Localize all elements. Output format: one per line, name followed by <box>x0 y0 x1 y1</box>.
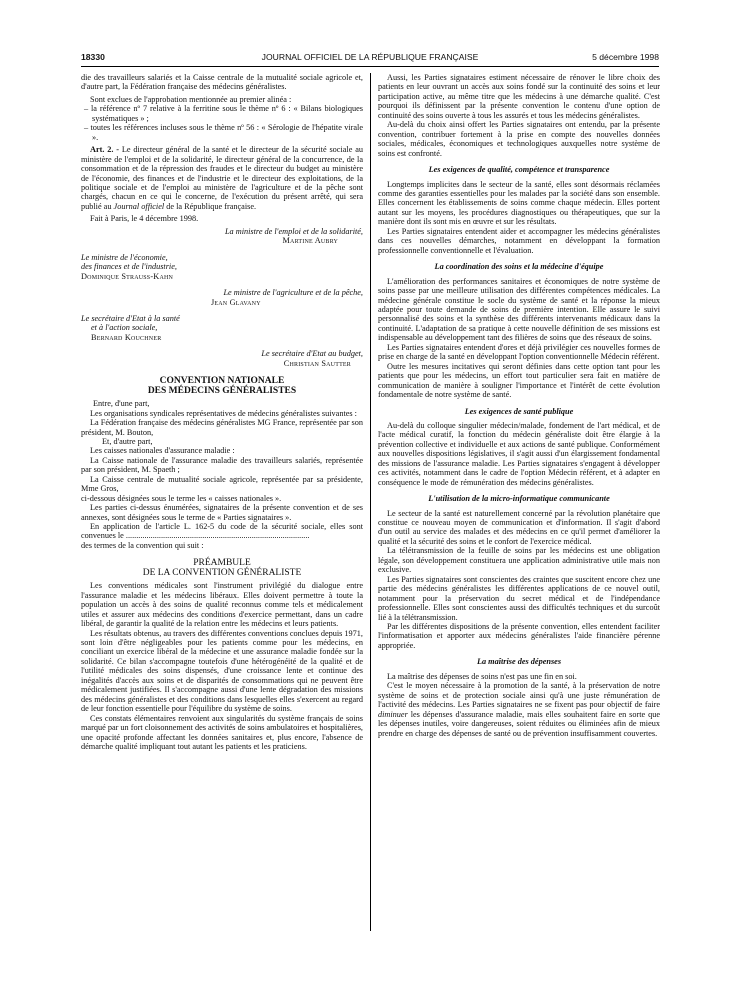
signatory-role: Le ministre de l'économie, <box>81 252 168 262</box>
paragraph: Entre, d'une part, <box>93 399 150 409</box>
paragraph: Les conventions médicales sont l'instrument privilégié du dialogue entre l'assurance maladie et les médecins libéraux. Elles doivent permettre à toute la population un accès à des soins de qualité reconnus comme tels et médicalement utiles et assurer aux médecins des conditions d'exercice permettant, dans un cadre libéral, de garantir la qualité de la relation entre les médecins et leurs patients. <box>81 581 363 629</box>
paragraph: Aussi, les Parties signataires estiment nécessaire de rénover le libre choix des patients en leur ouvrant un accès aux soins fondé sur la continuité des soins et leur participation active, au même titre que les médecins à une démarche qualité. C'est pourquoi ils définissent par la présente convention le contenu d'une option de continuité des soins ouverte à tous les assurés et tous les médecins généralistes. <box>378 73 660 120</box>
signatory-role: Le secrétaire d'Etat au budget, <box>261 349 363 359</box>
paragraph: Longtemps implicites dans le secteur de la santé, elles sont désormais réclamées comme des garanties essentielles pour les malades par la société dans son ensemble. Elles concernent les établissements de soins comme chaque médecin. Elles portent autant sur les moyens, les procédures diagnostiques ou thérapeutiques, que sur la manière dont ils sont mis en œuvre et sur les résultats. <box>378 179 660 227</box>
column-divider <box>370 73 371 931</box>
signatory-role: La ministre de l'emploi et de la solidarité, <box>224 226 363 236</box>
article-label: Art. 2. - <box>90 145 120 155</box>
convention-title: CONVENTION NATIONALE <box>159 376 285 387</box>
paragraph: La télétransmission de la feuille de soins par les médecins est une obligation légale, son développement constituera une application administrative utile mais non exclusive. <box>378 546 660 575</box>
signatory-role: Le secrétaire d'Etat à la santé <box>81 313 180 323</box>
section-title: Les exigences de qualité, compétence et transparence <box>428 165 610 175</box>
convention-title: DES MÉDECINS GÉNÉRALISTES <box>147 385 297 396</box>
signatory-role: Le ministre de l'agriculture et de la pêche, <box>223 288 363 298</box>
paragraph: Et, d'autre part, <box>102 436 153 446</box>
page-number: 18330 <box>81 52 105 62</box>
paragraph: Les résultats obtenus, au travers des différentes conventions conclues depuis 1971, sont loin d'être négligeables pour les patients comme pour les médecins, en conciliant un exercice libéral de la médecine et une assurance maladie fondée sur la solidarité. Ce bilan s'accompagne toutefois d'une hétérogénéité de la qualité et de l'utilité médicales des soins dispensés, d'une croissance lente et continue des inégalités d'accès aux soins et de disparités de consommations qui ne peuvent être médicalement justifiées. Il s'accompagne aussi d'une lente dégradation des missions des médecins généralistes et des conditions dans lesquelles elles s'exercent au regard de leur fonction essentielle pour l'équilibre du système de soins. <box>81 628 363 714</box>
paragraph: L'amélioration des performances sanitaires et économiques de notre système de soins passe par une meilleure utilisation des différentes compétences médicales. La médecine générale constitue le socle du système de santé et la réponse la mieux adaptée pour toute demande de soins de première intention. Elle assure le suivi personnalisé des soins et la synthèse des différents intervenants médicaux dans la continuité. L'adaptation de sa pratique à cette nouvelle définition de ses missions est indispensable au développement tant des filières de soins que des réseaux de soins. <box>378 276 660 343</box>
list-item: – toutes les références incluses sous le thème nº 56 : « Sérologie de l'hépatite virale ». <box>84 123 363 142</box>
paragraph: Les caisses nationales d'assurance maladie : <box>90 446 235 456</box>
signatory-name: Dominique Strauss-Kahn <box>81 271 174 281</box>
paragraph: Au-delà du choix ainsi offert les Parties signataires ont entendu, par la présente convention, contribuer fortement à la prise en compte des nouvelles données sociales, médicales, économiques et technologiques auxquelles notre système de soins est confronté. <box>378 120 660 158</box>
paragraph: des termes de la convention qui suit : <box>81 540 204 550</box>
journal-title: JOURNAL OFFICIEL DE LA RÉPUBLIQUE FRANÇAISE <box>261 52 479 62</box>
place-date: Fait à Paris, le 4 décembre 1998. <box>90 214 199 224</box>
paragraph: La Fédération française des médecins généralistes MG France, représentée par son président, M. Bouton, <box>81 418 363 437</box>
paragraph: Les Parties signataires sont conscientes des craintes que suscitent encore chez une partie des médecins généralistes les différentes applications de ce nouvel outil, notamment pour la préservation du secret médical et de l'indépendance professionnelle. Elles sont conscientes aussi des difficultés techniques et du surcoût lié à la télétransmission. <box>378 574 660 622</box>
signatory-role: des finances et de l'industrie, <box>81 262 177 272</box>
section-title: La coordination des soins et la médecine d'équipe <box>434 262 604 272</box>
section-title: L'utilisation de la micro-informatique communicante <box>428 494 610 504</box>
paragraph: En application de l'article L. 162-5 du code de la sécurité sociale, elles sont convenues le ......................................................................................... <box>81 522 363 541</box>
signatory-role: et à l'action sociale, <box>91 323 158 333</box>
signatory-name: Christian Sautter <box>283 358 351 368</box>
paragraph: C'est le moyen nécessaire à la promotion de la santé, à la préservation de notre système de soins et de protection sociale ainsi qu'à une juste rémunération de l'activité des médecins. Les Parties signataires ne se fixent pas pour objectif de faire diminuer les dépenses d'assurance maladie, mais elles souhaitent faire en sorte que les dépenses inutiles, voire dangereuses, soient réduites ou éliminées afin de mieux prendre en charge des dépenses de santé ou de prévention insuffisamment couvertes. <box>378 681 660 738</box>
paragraph: Les Parties signataires entendent aider et accompagner les médecins généralistes dans ces nouvelles démarches, notamment en développant la formation professionnelle conventionnelle et l'évaluation. <box>378 226 660 255</box>
header-rule <box>81 66 659 67</box>
page-header <box>81 52 659 66</box>
left-column <box>81 73 363 751</box>
paragraph: La maîtrise des dépenses de soins n'est pas une fin en soi. <box>387 671 577 681</box>
paragraph: Les parties ci-dessus énumérées, signataires de la présente convention et de ses annexes, sont désignées sous le terme de « Parties signataires ». <box>81 503 363 522</box>
paragraph: La Caisse nationale de l'assurance maladie des travailleurs salariés, représentée par son président, M. Spaeth ; <box>81 455 363 475</box>
paragraph: Les organisations syndicales représentatives de médecins généralistes suivantes : <box>90 408 357 418</box>
right-column <box>378 73 660 738</box>
paragraph: Sont exclues de l'approbation mentionnée au premier alinéa : <box>90 94 292 104</box>
article-2: Art. 2. - Le directeur général de la santé et le directeur de la sécurité sociale au ministère de l'emploi et de la solidarité, le directeur général de la concurrence, de la consommation et de la répression des fraudes et le directeur du budget au ministère de l'économie, des finances et de l'industrie et le directeur des exploitations, de la politique sociale et de l'emploi au ministère de l'agriculture et de la pêche sont chargés, chacun en ce qui le concerne, de l'exécution du présent arrêté, qui sera publié au Journal officiel de la République française. <box>81 145 363 211</box>
signatory-name: Jean Glavany <box>211 297 261 307</box>
paragraph: La Caisse centrale de mutualité sociale agricole, représentée par sa présidente, Mme Gros, <box>81 474 363 494</box>
paragraph: ci-dessous désignées sous le terme les « caisses nationales ». <box>81 493 282 503</box>
section-title: La maîtrise des dépenses <box>476 657 562 667</box>
paragraph: Par les différentes dispositions de la présente convention, elles entendent faciliter l'informatisation et apporter aux médecins généralistes l'aide financière pérenne appropriée. <box>378 622 660 650</box>
preamble-title: PRÉAMBULE <box>193 558 251 569</box>
issue-date: 5 décembre 1998 <box>592 52 659 62</box>
signatory-name: Bernard Kouchner <box>91 332 162 342</box>
paragraph: Outre les mesures incitatives qui seront définies dans cette option tant pour les patients que pour les médecins, un effort tout particulier sera fait en matière de communication de manière à souligner l'importance et l'intérêt de cette évolution fondamentale de notre système de santé. <box>378 361 660 400</box>
paragraph: die des travailleurs salariés et la Caisse centrale de la mutualité sociale agricole et, d'autre part, la Fédération française des médecins généralistes. <box>81 73 363 92</box>
paragraph: Le secteur de la santé est naturellement concerné par la révolution planétaire que constitue ce nouveau moyen de communication et d'information. Il s'agit d'abord d'un outil au service des malades et des médecins en ce qu'il permet d'améliorer la qualité et la sécurité des soins et le confort de l'exercice médical. <box>378 508 660 546</box>
preamble-title: DE LA CONVENTION GÉNÉRALISTE <box>142 567 302 578</box>
paragraph: Au-delà du colloque singulier médecin/malade, fondement de l'art médical, et de l'acte médical curatif, la fonction du médecin généraliste doit être élargie à la prévention collective et individuelle et aux actions de santé publique. Conformément aux nouvelles dispositions législatives, il s'agit aussi d'un élargissement fondamental des missions de l'assurance maladie. Les Parties signataires s'engagent à développer ces activités, notamment dans le cadre de l'option Médecin référent, et à adapter en conséquence le mode de rémunération des médecins généralistes. <box>378 420 660 487</box>
paragraph: Ces constats élémentaires renvoient aux singularités du système français de soins marqué par un fort cloisonnement des activités de soins ambulatoires et hospitalières, une opacité profonde affectant les données sanitaires et, plus encore, l'absence de démarche qualité impliquant tout autant les patients et les praticiens. <box>81 713 363 751</box>
signatory-name: Martine Aubry <box>282 236 338 246</box>
paragraph: Les Parties signataires entendent d'ores et déjà privilégier ces nouvelles formes de prise en charge de la santé en développant l'option conventionnelle Médecin référent. <box>378 342 660 362</box>
section-title: Les exigences de santé publique <box>464 406 574 416</box>
list-item: – la référence nº 7 relative à la ferritine sous le thème nº 6 : « Bilans biologiques systématiques » ; <box>84 104 363 123</box>
